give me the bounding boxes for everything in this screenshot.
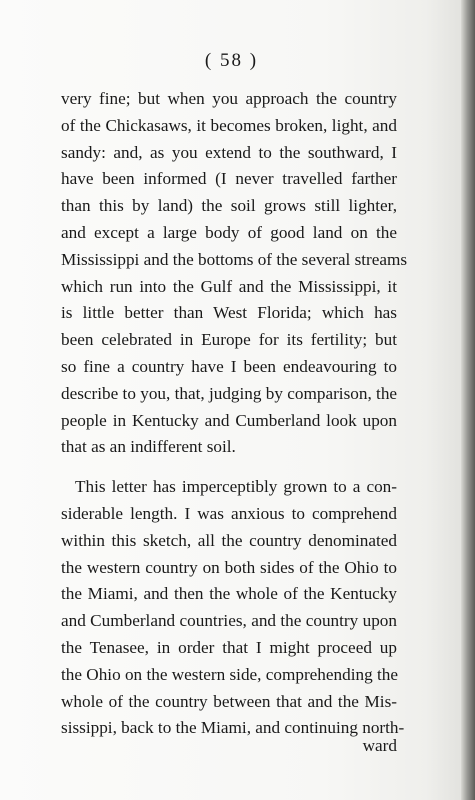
catchword: ward <box>362 736 397 755</box>
text-line: the Ohio on the western side, comprehending the <box>61 664 398 684</box>
text-line: and except a large body of good land on the <box>61 222 397 242</box>
text-line: than this by land) the soil grows still lighter, <box>61 196 397 216</box>
text-line: within this sketch, all the country denominated <box>61 530 397 550</box>
page-edge-shadow <box>461 0 475 800</box>
text-line: sandy: and, as you extend to the southward, I <box>61 142 397 162</box>
text-line: people in Kentucky and Cumberland look upon <box>61 410 397 430</box>
text-line: of the Chickasaws, it becomes broken, light, and <box>61 115 397 135</box>
text-line: so fine a country have I been endeavouring to <box>61 356 397 376</box>
text-line: which run into the Gulf and the Mississippi, it <box>61 276 397 296</box>
page-number: ( 58 ) <box>204 50 259 71</box>
paragraph-2 <box>61 474 405 742</box>
text-line: This letter has imperceptibly grown to a con- <box>75 477 397 497</box>
text-block <box>61 86 408 742</box>
text-line: the Miami, and then the whole of the Kentucky <box>61 584 397 604</box>
paragraph-1 <box>61 86 408 461</box>
text-line: and Cumberland countries, and the country upon <box>61 611 397 631</box>
text-line: sissippi, back to the Miami, and continuing north- <box>61 718 405 738</box>
text-line: Mississippi and the bottoms of the several streams <box>61 249 408 269</box>
text-line: very fine; but when you approach the country <box>61 89 397 108</box>
text-line: have been informed (I never travelled farther <box>61 169 397 189</box>
paragraph-gap <box>61 461 397 474</box>
text-line: describe to you, that, judging by comparison, the <box>61 383 398 403</box>
text-line: that as an indifferent soil. <box>61 437 236 457</box>
text-line: the Tenasee, in order that I might proceed up <box>61 637 397 657</box>
text-line: whole of the country between that and the Mis- <box>61 691 397 711</box>
text-line: been celebrated in Europe for its fertility; but <box>61 330 397 350</box>
text-line: is little better than West Florida; which has <box>61 303 397 323</box>
text-line: the western country on both sides of the Ohio to <box>61 557 397 577</box>
text-line: siderable length. I was anxious to comprehend <box>61 503 397 523</box>
